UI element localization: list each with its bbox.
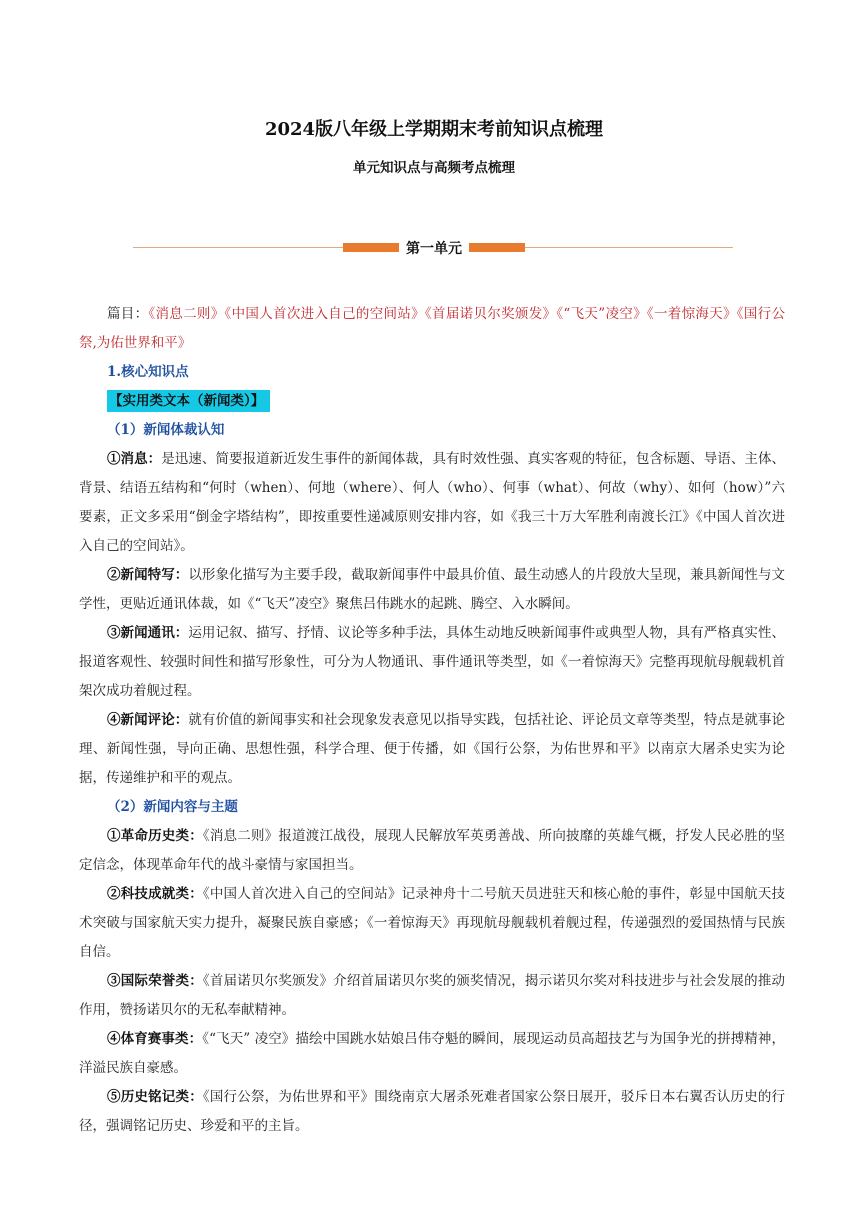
theme-item bbox=[79, 1083, 785, 1141]
genre-item bbox=[79, 445, 785, 561]
theme-text: 《“飞天” 凌空》描绘中国跳水姑娘吕伟夺魁的瞬间，展现运动员高超技艺与为国争光的拼搏精神，洋溢民族自豪感。 bbox=[79, 1031, 786, 1076]
theme-text: 《消息二则》报道渡江战役，展现人民解放军英勇善战、所向披靡的英雄气概，抒发人民必胜的坚定信念，体现革命年代的战斗豪情与家国担当。 bbox=[79, 828, 786, 873]
genre-term: ④新闻评论： bbox=[107, 712, 189, 728]
theme-term: ⑤历史铭记类： bbox=[107, 1089, 203, 1105]
genre-text: 以形象化描写为主要手段，截取新闻事件中最具价值、最生动感人的片段放大呈现，兼具新闻性与文学性，更贴近通讯体裁，如《“飞天”凌空》聚焦吕伟跳水的起跳、腾空、入水瞬间。 bbox=[79, 567, 786, 612]
theme-item bbox=[79, 880, 785, 967]
divider-bar-right bbox=[469, 243, 525, 252]
unit-label: 第一单元 bbox=[406, 241, 462, 257]
genre-term: ②新闻特写： bbox=[107, 567, 189, 583]
theme-text: 《国行公祭，为佑世界和平》围绕南京大屠杀死难者国家公祭日展开，驳斥日本右翼否认历史的行径，强调铭记历史、珍爱和平的主旨。 bbox=[79, 1089, 786, 1134]
category-tag: 【实用类文本（新闻类）】 bbox=[107, 390, 270, 412]
pieces-paragraph bbox=[79, 300, 785, 358]
genre-item bbox=[79, 561, 785, 619]
theme-term: ③国际荣誉类： bbox=[107, 973, 203, 989]
genre-item bbox=[79, 706, 785, 793]
subheading-theme: （2）新闻内容与主题 bbox=[107, 799, 238, 815]
theme-text: 《首届诺贝尔奖颁发》介绍首届诺贝尔奖的颁奖情况，揭示诺贝尔奖对科技进步与社会发展的推动作用，赞扬诺贝尔的无私奉献精神。 bbox=[79, 973, 786, 1018]
divider-line-left bbox=[133, 247, 343, 248]
theme-term: ①革命历史类： bbox=[107, 828, 203, 844]
pieces-list: 《消息二则》《中国人首次进入自己的空间站》《首届诺贝尔奖颁发》《“飞天”凌空》《一着惊海天》《国行公祭,为佑世界和平》 bbox=[79, 306, 785, 351]
theme-term: ②科技成就类： bbox=[107, 886, 203, 902]
page-subtitle: 单元知识点与高频考点梳理 bbox=[353, 160, 515, 176]
category-tag-row bbox=[79, 387, 785, 416]
genre-term: ①消息： bbox=[107, 451, 162, 467]
divider-line-right bbox=[525, 247, 733, 248]
page-title: 2024版八年级上学期期末考前知识点梳理 bbox=[264, 119, 604, 140]
genre-text: 是迅速、简要报道新近发生事件的新闻体裁，具有时效性强、真实客观的特征，包含标题、导语、主体、背景、结语五结构和“何时（when）、何地（where）、何人（who）、何事（what）、何故（why）、如何（how）”六要素，正文多采用“倒金字塔结构”，即按重要性递减原则安排内容，如《我三十万大军胜利南渡长江》《中国人首次进入自己的空间站》。 bbox=[79, 451, 786, 554]
pieces-label: 篇目： bbox=[107, 306, 149, 322]
theme-item bbox=[79, 1025, 785, 1083]
section-heading-core: 1.核心知识点 bbox=[107, 364, 189, 380]
content-body bbox=[79, 300, 785, 1141]
genre-term: ③新闻通讯： bbox=[107, 625, 189, 641]
subheading-genre: （1）新闻体裁认知 bbox=[107, 422, 225, 438]
unit-divider bbox=[133, 236, 733, 260]
theme-term: ④体育赛事类： bbox=[107, 1031, 203, 1047]
genre-item bbox=[79, 619, 785, 706]
genre-text: 就有价值的新闻事实和社会现象发表意见以指导实践，包括社论、评论员文章等类型，特点是就事论理、新闻性强，导向正确、思想性强，科学合理、便于传播，如《国行公祭，为佑世界和平》以南京大屠杀史实为论据，传递维护和平的观点。 bbox=[79, 712, 786, 786]
theme-item bbox=[79, 967, 785, 1025]
theme-item bbox=[79, 822, 785, 880]
genre-text: 运用记叙、描写、抒情、议论等多种手法，具体生动地反映新闻事件或典型人物，具有严格真实性、报道客观性、较强时间性和描写形象性，可分为人物通讯、事件通讯等类型，如《一着惊海天》完整再现航母舰载机首架次成功着舰过程。 bbox=[79, 625, 786, 699]
theme-text: 《中国人首次进入自己的空间站》记录神舟十二号航天员进驻天和核心舱的事件，彰显中国航天技术突破与国家航天实力提升，凝聚民族自豪感；《一着惊海天》再现航母舰载机着舰过程，传递强烈的爱国热情与民族自信。 bbox=[79, 886, 786, 960]
divider-bar-left bbox=[343, 243, 399, 252]
